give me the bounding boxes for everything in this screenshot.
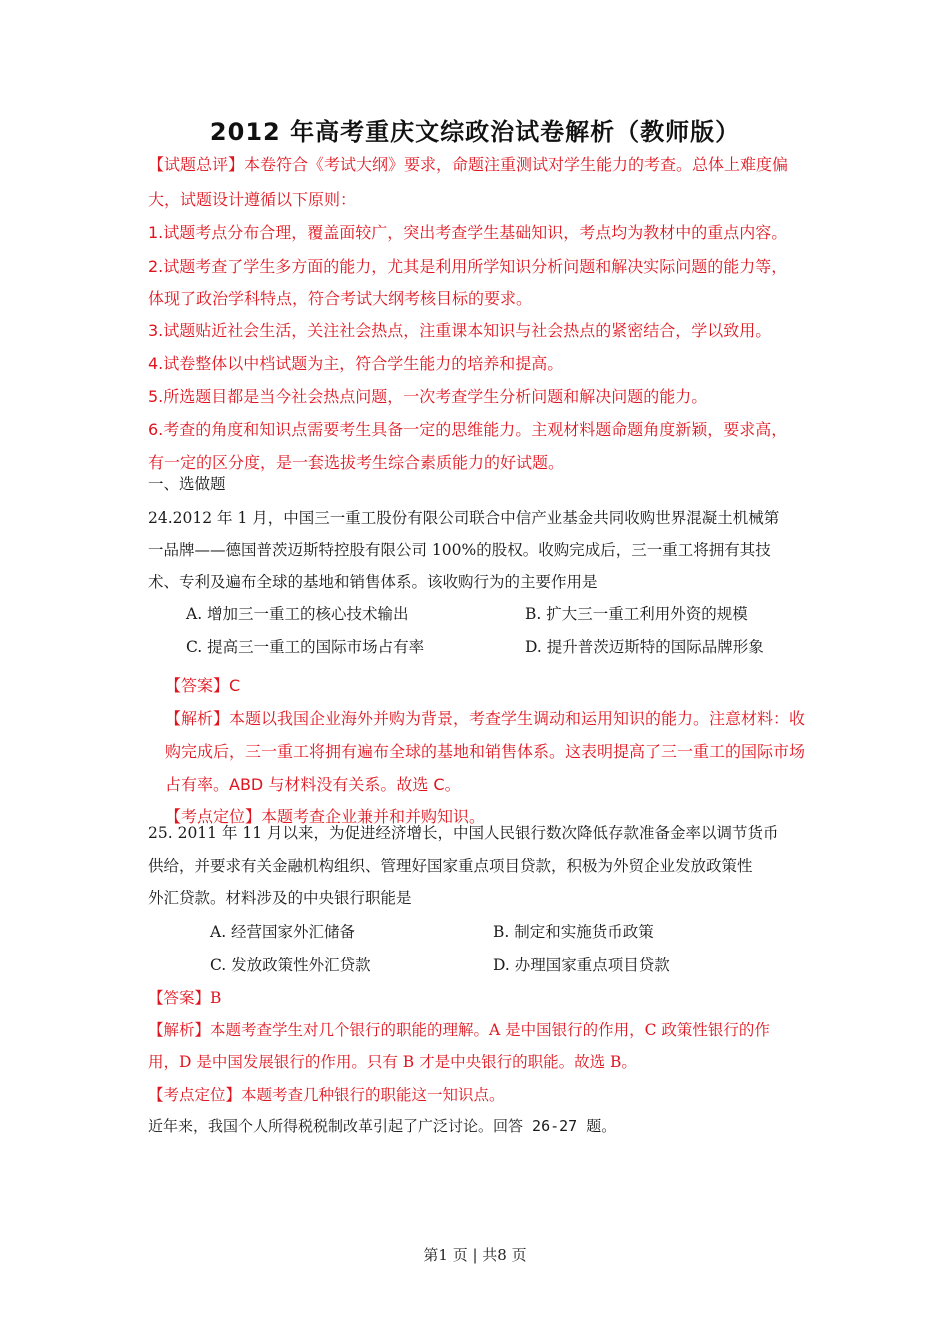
- knowledge-point: 【考点定位】本题考查企业兼并和并购知识。: [165, 807, 486, 826]
- summary-line: 大，试题设计遵循以下原则：: [148, 190, 357, 209]
- summary-line: 4.试卷整体以中档试题为主，符合学生能力的培养和提高。: [148, 354, 564, 373]
- option-d: D. 办理国家重点项目贷款: [493, 956, 670, 974]
- option-a: A. 增加三一重工的核心技术输出: [186, 605, 409, 623]
- summary-line: 1.试题考点分布合理，覆盖面较广，突出考查学生基础知识，考点均为教材中的重点内容。: [148, 223, 788, 242]
- knowledge-point: 【考点定位】本题考查几种银行的职能这一知识点。: [148, 1086, 505, 1104]
- summary-line: 5.所选题目都是当今社会热点问题，一次考查学生分析问题和解决问题的能力。: [148, 387, 708, 406]
- summary-line: 3.试题贴近社会生活，关注社会热点，注重课本知识与社会热点的紧密结合，学以致用。: [148, 321, 772, 340]
- summary-line: 【试题总评】本卷符合《考试大纲》要求，命题注重测试对学生能力的考查。总体上难度偏: [148, 155, 789, 174]
- option-a: A. 经营国家外汇储备: [210, 923, 356, 941]
- question-stem-line: 24.2012 年 1 月，中国三一重工股份有限公司联合中信产业基金共同收购世界混凝土机械第: [148, 509, 780, 527]
- group-intro: 近年来，我国个人所得税税制改革引起了广泛讨论。回答 26-27 题。: [148, 1117, 617, 1135]
- page-title: 2012 年高考重庆文综政治试卷解析（教师版）: [209, 118, 741, 146]
- analysis-line: 占有率。ABD 与材料没有关系。故选 C。: [165, 775, 461, 794]
- question-stem-line: 25. 2011 年 11 月以来，为促进经济增长，中国人民银行数次降低存款准备金率以调节货币: [148, 824, 779, 842]
- option-c: C. 发放政策性外汇贷款: [210, 956, 371, 974]
- summary-line: 有一定的区分度，是一套选拔考生综合素质能力的好试题。: [148, 453, 565, 472]
- question-stem-line: 一品牌——德国普茨迈斯特控股有限公司 100%的股权。收购完成后，三一重工将拥有其技: [148, 541, 771, 559]
- analysis-line: 【解析】本题以我国企业海外并购为背景，考查学生调动和运用知识的能力。注意材料：收: [165, 709, 806, 728]
- summary-line: 体现了政治学科特点，符合考试大纲考核目标的要求。: [148, 289, 533, 308]
- question-stem-line: 术、专利及遍布全球的基地和销售体系。该收购行为的主要作用是: [148, 573, 598, 591]
- analysis-line: 用，D 是中国发展银行的作用。只有 B 才是中央银行的职能。故选 B。: [148, 1053, 637, 1071]
- analysis-line: 购完成后，三一重工将拥有遍布全球的基地和销售体系。这表明提高了三一重工的国际市场: [165, 742, 806, 761]
- option-b: B. 制定和实施货币政策: [493, 923, 654, 941]
- option-c: C. 提高三一重工的国际市场占有率: [186, 638, 425, 656]
- summary-line: 2.试题考查了学生多方面的能力，尤其是利用所学知识分析问题和解决实际问题的能力等，: [148, 257, 788, 276]
- option-d: D. 提升普茨迈斯特的国际品牌形象: [525, 638, 764, 656]
- answer: 【答案】B: [148, 989, 222, 1007]
- option-b: B. 扩大三一重工利用外资的规模: [525, 605, 748, 623]
- question-stem-line: 外汇贷款。材料涉及的中央银行职能是: [148, 889, 412, 907]
- summary-line: 6.考查的角度和知识点需要考生具备一定的思维能力。主观材料题命题角度新颖，要求高，: [148, 420, 788, 439]
- page-footer: 第1 页 | 共8 页: [423, 1246, 527, 1264]
- question-stem-line: 供给，并要求有关金融机构组织、管理好国家重点项目贷款，积极为外贸企业发放政策性: [148, 857, 753, 875]
- section-heading: 一、选做题: [148, 475, 226, 493]
- analysis-line: 【解析】本题考查学生对几个银行的职能的理解。A 是中国银行的作用，C 政策性银行的作: [148, 1021, 770, 1039]
- answer: 【答案】C: [165, 676, 241, 695]
